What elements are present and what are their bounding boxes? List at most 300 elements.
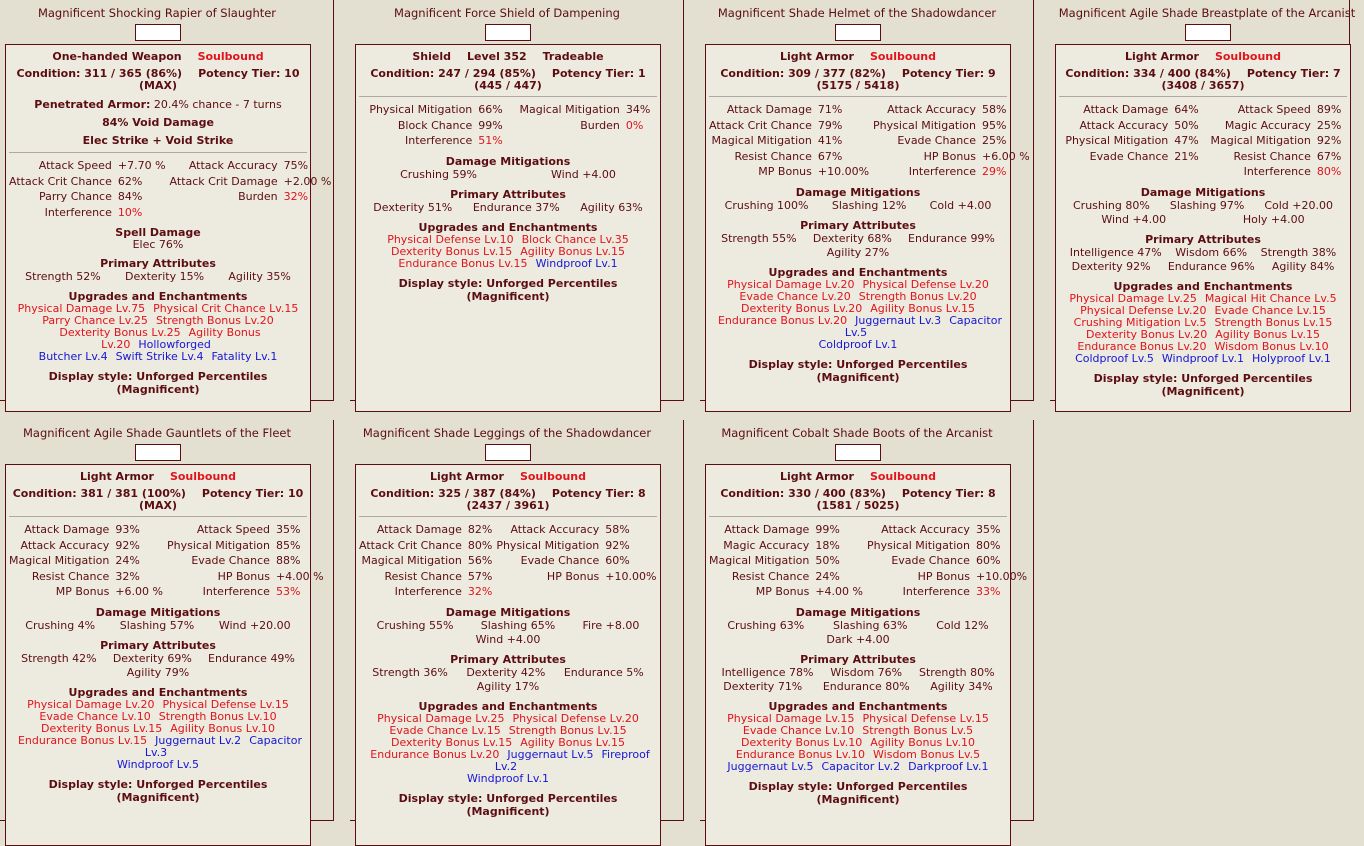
item-type-part: Soulbound (869, 50, 937, 63)
stat-row (709, 553, 1031, 569)
stat-label: Interference (394, 585, 462, 599)
primary-attributes-header: Primary Attributes (450, 187, 566, 201)
attribute-value: Endurance 96% (1167, 259, 1255, 273)
stat-label: Evade Chance (191, 554, 270, 568)
item-type-line (359, 468, 657, 486)
display-style-text: Display style: Unforged Percentiles (Magnificent) (748, 779, 968, 806)
stat-label: Interference (202, 585, 270, 599)
stat-value: 56% (467, 554, 493, 568)
stat-value: 92% (115, 538, 140, 552)
mitigation-value: Crushing 100% (724, 198, 809, 212)
upgrade-entry: Strength Bonus Lv.20 (155, 314, 274, 328)
stat-row (359, 522, 660, 538)
item-name-input[interactable] (1185, 24, 1231, 41)
spell-damage-header: Spell Damage (115, 226, 201, 240)
stat-row (359, 118, 657, 134)
stat-row (9, 584, 328, 600)
stat-label: Block Chance (397, 118, 473, 132)
upgrade-entry: Agility Bonus Lv.15 (1215, 327, 1320, 341)
mitigation-value: Fire +8.00 (582, 618, 640, 632)
stat-value: 79% (817, 118, 843, 132)
stat-label: Resist Chance (384, 569, 462, 583)
potency-text: Potency Tier: 9 (5175 / 5418) (816, 67, 996, 92)
potency-text: Potency Tier: 10 (MAX) (139, 487, 304, 512)
upgrade-entry: Juggernaut Lv.5 (727, 759, 814, 773)
upgrade-entry: Windproof Lv.1 (1161, 351, 1244, 365)
stat-label: MP Bonus (758, 165, 812, 179)
stat-row (709, 538, 1031, 554)
stat-label: Resist Chance (731, 569, 810, 583)
attribute-value: Wisdom 66% (1175, 245, 1248, 259)
upgrade-entry: Capacitor Lv.2 (821, 759, 901, 773)
stats-table (709, 102, 1034, 180)
upgrade-entry: Windproof Lv.1 (535, 256, 618, 270)
stat-spacer (170, 205, 284, 221)
stats-table (9, 158, 335, 220)
stat-label: Physical Mitigation (867, 538, 970, 552)
upgrade-entry: Endurance Bonus Lv.20 (370, 747, 500, 761)
stat-value: 62% (117, 174, 143, 188)
stat-value: 10% (117, 205, 143, 219)
upgrades-header: Upgrades and Enchantments (418, 699, 598, 713)
stat-label: Interference (404, 134, 473, 148)
stat-label: Attack Crit Chance (359, 538, 462, 552)
item-name-input[interactable] (135, 24, 181, 41)
display-style-text: Display style: Unforged Percentiles (Magnificent) (748, 357, 968, 384)
stat-value: 18% (815, 538, 840, 552)
stat-row (9, 205, 335, 221)
stat-label: HP Bonus (917, 569, 970, 583)
stat-value: 34% (625, 103, 651, 116)
item-type-part: Soulbound (169, 470, 237, 483)
stat-label: Attack Accuracy (510, 523, 600, 536)
stat-value: 60% (605, 554, 630, 568)
stat-row (359, 584, 660, 600)
upgrades-line (9, 735, 307, 759)
condition-text: Condition: 334 / 400 (84%) (1065, 67, 1231, 80)
stat-label: Interference (1243, 165, 1311, 179)
item-type-part: One-handed Weapon (52, 50, 182, 63)
attribute-value: Agility 79% (126, 665, 190, 679)
stats-table (1059, 102, 1347, 180)
upgrade-entry: Hollowforged (138, 338, 211, 352)
item-type-part: Tradeable (542, 50, 604, 63)
upgrades-line (359, 773, 657, 785)
upgrades-line (359, 749, 657, 773)
upgrade-entry: Dexterity Bonus Lv.20 (741, 301, 863, 315)
item-title: Magnificent Shade Leggings of the Shadowdancer (362, 426, 652, 440)
stat-value: 21% (1174, 149, 1199, 163)
upgrade-entry: Juggernaut Lv.3 (855, 313, 942, 327)
item-cell (350, 420, 684, 821)
stat-label: Evade Chance (520, 554, 600, 568)
upgrades-header: Upgrades and Enchantments (68, 290, 248, 304)
primary-attributes-header: Primary Attributes (450, 652, 566, 666)
condition-line (359, 488, 657, 512)
stat-value: 29% (982, 165, 1007, 179)
item-title: Magnificent Cobalt Shade Boots of the Arcanist (721, 426, 993, 440)
display-style-text: Display style: Unforged Percentiles (Magnificent) (1093, 371, 1313, 398)
damage-mitigations-values (709, 199, 1007, 213)
stats-table (9, 522, 328, 600)
item-type-part: Shield (412, 50, 451, 63)
stat-value: 24% (815, 569, 840, 583)
stat-row (1059, 164, 1347, 180)
upgrades-line (359, 246, 657, 258)
item-type-part: Level 352 (466, 50, 527, 63)
upgrade-entry: Endurance Bonus Lv.10 (735, 747, 866, 761)
stat-spacer (1059, 164, 1174, 180)
attribute-value: Agility 84% (1271, 259, 1335, 273)
stat-value: +6.00 % (115, 585, 163, 599)
upgrade-entry: Strength Bonus Lv.20 (858, 289, 977, 303)
item-type-part: Soulbound (519, 470, 587, 483)
item-cell (0, 420, 334, 821)
upgrade-entry: Strength Bonus Lv.10 (158, 709, 277, 723)
stat-row (359, 538, 660, 554)
upgrade-entry: Physical Defense Lv.20 (1080, 303, 1207, 317)
primary-attributes-header: Primary Attributes (800, 652, 916, 666)
damage-mitigations-header: Damage Mitigations (95, 605, 221, 619)
item-cell (700, 0, 1034, 401)
primary-attributes-values (1059, 246, 1347, 274)
condition-line (709, 68, 1007, 92)
item-name-input[interactable] (485, 24, 531, 41)
mitigation-value: Slashing 57% (119, 618, 195, 632)
upgrade-entry: Endurance Bonus Lv.20 (717, 313, 848, 327)
item-title: Magnificent Agile Shade Gauntlets of the Fleet (22, 426, 291, 440)
stat-value: +10.00% (975, 569, 1028, 583)
item-name-input[interactable] (485, 444, 531, 461)
mitigation-value: Crushing 59% (400, 167, 477, 181)
stat-value: 25% (1316, 118, 1342, 132)
attribute-value: Agility 35% (228, 270, 291, 284)
primary-attributes-values (9, 270, 307, 284)
item-stats-panel (1055, 44, 1351, 412)
condition-text: Condition: 311 / 365 (86%) (16, 67, 183, 80)
upgrades-header: Upgrades and Enchantments (68, 685, 248, 699)
item-cell (0, 0, 334, 401)
condition-text: Condition: 381 / 381 (100%) (12, 487, 186, 500)
stat-value: 80% (1316, 165, 1342, 179)
stat-value: 50% (1174, 118, 1199, 132)
damage-mitigations-header: Damage Mitigations (445, 154, 571, 168)
item-type-line (9, 468, 307, 486)
mitigation-value: Slashing 63% (832, 618, 908, 632)
stat-row (9, 522, 328, 538)
stat-value: 88% (275, 554, 301, 568)
upgrade-entry: Wisdom Bonus Lv.10 (1214, 339, 1329, 353)
primary-attributes-header: Primary Attributes (100, 638, 216, 652)
item-type-line (709, 48, 1007, 66)
attribute-value: Agility 34% (930, 679, 993, 693)
stat-row (709, 164, 1034, 180)
stat-label: Attack Damage (376, 523, 462, 536)
attribute-value: Intelligence 47% (1069, 245, 1162, 259)
item-title: Magnificent Agile Shade Breastplate of the Arcanist (1058, 6, 1356, 20)
stat-label: Resist Chance (1233, 149, 1311, 163)
item-type-line (709, 468, 1007, 486)
weapon-property-line (9, 132, 307, 150)
upgrade-entry: Dexterity Bonus Lv.10 (741, 735, 863, 749)
upgrade-entry: Evade Chance Lv.10 (39, 709, 151, 723)
mitigation-value: Cold +4.00 (929, 198, 992, 212)
attribute-value: Dexterity 15% (125, 270, 205, 284)
stat-label: Interference (902, 585, 970, 599)
stat-label: Evade Chance (891, 554, 970, 568)
upgrade-entry: Endurance Bonus Lv.15 (17, 733, 148, 747)
condition-line (1059, 68, 1347, 92)
stat-row (9, 569, 328, 585)
stat-value: +10.00% (817, 165, 870, 179)
mitigation-value: Crushing 55% (376, 618, 454, 632)
attribute-value: Endurance 49% (208, 651, 295, 665)
upgrade-entry: Strength Bonus Lv.15 (1214, 315, 1333, 329)
stat-value: 80% (975, 538, 1001, 552)
spell-damage-values (9, 239, 307, 251)
stat-label: Attack Speed (1237, 103, 1311, 116)
stat-value: 99% (478, 118, 503, 132)
divider (359, 96, 657, 97)
stat-value: +4.00 % (275, 569, 324, 583)
upgrades-line (359, 234, 657, 246)
mitigation-value: Dark +4.00 (826, 632, 890, 646)
stat-value: 32% (115, 569, 140, 583)
divider (1059, 96, 1347, 97)
stat-value: 67% (817, 149, 843, 163)
stat-value: 25% (982, 134, 1007, 148)
weapon-property-value: 20.4% chance - 7 turns (150, 98, 282, 111)
stat-label: Resist Chance (734, 149, 812, 163)
mitigation-value: Holy +4.00 (1242, 212, 1305, 226)
item-type-part: Light Armor (79, 470, 154, 483)
stat-row (1059, 149, 1347, 165)
item-name-input[interactable] (135, 444, 181, 461)
stat-value: 32% (283, 190, 309, 204)
stat-value: 67% (1316, 149, 1342, 163)
attribute-value: Dexterity 68% (812, 231, 892, 245)
stat-value: 35% (275, 523, 301, 536)
upgrades-header: Upgrades and Enchantments (418, 220, 598, 234)
item-type-part: Light Armor (779, 50, 854, 63)
stat-value: 35% (975, 523, 1001, 536)
upgrade-entry: Crushing Mitigation Lv.5 (1073, 315, 1207, 329)
primary-attributes-values (9, 652, 307, 680)
damage-mitigations-values (359, 619, 657, 647)
upgrade-entry: Darkproof Lv.1 (908, 759, 989, 773)
upgrade-entry: Agility Bonus Lv.10 (870, 735, 975, 749)
item-type-part: Soulbound (1214, 50, 1282, 63)
attribute-value: Dexterity 71% (723, 679, 803, 693)
stat-value: 47% (1174, 134, 1199, 148)
stat-row (709, 149, 1034, 165)
item-name-input[interactable] (835, 444, 881, 461)
upgrade-entry: Parry Chance Lv.25 (42, 314, 148, 328)
stat-row (9, 174, 335, 190)
stat-row (359, 553, 660, 569)
upgrade-entry: Agility Bonus Lv.15 (520, 735, 625, 749)
upgrade-entry: Wisdom Bonus Lv.5 (873, 747, 981, 761)
upgrades-line (709, 315, 1007, 339)
stat-value: 64% (1174, 103, 1199, 116)
attribute-value: Endurance 5% (563, 665, 644, 679)
stat-value: 89% (1316, 103, 1342, 116)
mitigation-value: Crushing 80% (1073, 198, 1150, 212)
stat-value: 0% (625, 118, 644, 132)
upgrades-line (359, 258, 657, 270)
stat-row (709, 584, 1031, 600)
item-name-input[interactable] (835, 24, 881, 41)
upgrade-entry: Physical Damage Lv.20 (27, 697, 155, 711)
upgrade-entry: Physical Defense Lv.15 (862, 711, 989, 725)
upgrade-entry: Agility Bonus Lv.15 (870, 301, 975, 315)
primary-attributes-values (359, 666, 657, 694)
upgrade-entry: Strength Bonus Lv.5 (862, 723, 974, 737)
primary-attributes-values (359, 201, 657, 215)
stat-row (9, 189, 335, 205)
item-stats-panel (355, 44, 661, 412)
stat-label: Attack Damage (1083, 103, 1169, 116)
display-style-text: Display style: Unforged Percentiles (Magnificent) (48, 777, 268, 804)
stat-value: 85% (275, 538, 301, 552)
item-stats-panel (705, 44, 1030, 412)
stat-label: Evade Chance (1089, 149, 1169, 163)
divider (9, 152, 307, 153)
damage-mitigations-header: Damage Mitigations (795, 605, 921, 619)
item-type-line (359, 48, 657, 66)
divider (709, 516, 1007, 517)
stat-label: Physical Mitigation (873, 118, 976, 132)
stat-spacer (626, 133, 657, 149)
stat-value: 99% (815, 523, 840, 536)
stat-value: 51% (478, 134, 503, 148)
stat-value: +7.70 % (117, 159, 166, 172)
stat-label: MP Bonus (55, 585, 110, 599)
potency-text: Potency Tier: 8 (1581 / 5025) (816, 487, 996, 512)
stat-label: Magic Accuracy (723, 538, 810, 552)
upgrade-entry: Physical Damage Lv.25 (377, 711, 505, 725)
upgrades-line (1059, 353, 1347, 365)
stat-label: Attack Damage (24, 523, 110, 536)
item-stats-panel (705, 464, 1028, 846)
upgrade-entry: Dexterity Bonus Lv.25 (59, 326, 181, 340)
stat-label: Attack Accuracy (881, 523, 970, 536)
stat-value: 95% (982, 118, 1007, 132)
upgrade-entry: Physical Defense Lv.20 (512, 711, 639, 725)
stat-value: 32% (467, 585, 493, 599)
stat-value: 24% (115, 554, 140, 568)
stat-spacer (496, 584, 605, 600)
attribute-value: Strength 36% (372, 665, 448, 679)
potency-text: Potency Tier: 10 (MAX) (139, 67, 300, 92)
stat-label: Attack Damage (726, 103, 812, 116)
stat-label: Attack Accuracy (188, 159, 278, 172)
attribute-value: Agility 27% (826, 245, 890, 259)
damage-mitigations-header: Damage Mitigations (1140, 185, 1266, 199)
damage-mitigations-header: Damage Mitigations (795, 185, 921, 199)
stat-label: Magical Mitigation (519, 103, 620, 116)
mitigation-value: Crushing 63% (727, 618, 805, 632)
item-title: Magnificent Force Shield of Dampening (394, 6, 620, 20)
item-stats-panel (5, 44, 332, 412)
stat-label: Attack Accuracy (1079, 118, 1169, 132)
stat-row (709, 133, 1034, 149)
item-type-part: Light Armor (1124, 50, 1199, 63)
mitigation-value: Slashing 12% (831, 198, 907, 212)
mitigation-value: Wind +4.00 (551, 167, 616, 181)
upgrades-line (709, 339, 1007, 351)
upgrade-entry: Evade Chance Lv.15 (1214, 303, 1326, 317)
primary-attributes-values (709, 666, 1007, 694)
upgrade-entry: Strength Bonus Lv.15 (508, 723, 627, 737)
stat-label: Interference (44, 205, 112, 219)
upgrade-entry: Dexterity Bonus Lv.15 (41, 721, 163, 735)
stat-value: 82% (467, 523, 493, 536)
stat-spacer (509, 133, 625, 149)
item-stats-panel (355, 464, 661, 846)
upgrade-entry: Agility Bonus Lv.10 (170, 721, 275, 735)
stat-value: +2.00 % (283, 174, 332, 188)
stat-value: 41% (817, 134, 843, 148)
attribute-value: Strength 38% (1260, 245, 1337, 259)
upgrade-entry: Dexterity Bonus Lv.20 (1086, 327, 1208, 341)
upgrade-entry: Endurance Bonus Lv.20 (1077, 339, 1207, 353)
stat-label: Burden (238, 190, 278, 204)
stat-label: Attack Crit Chance (709, 118, 812, 132)
stat-label: Physical Mitigation (167, 538, 270, 552)
attribute-value: Agility 17% (476, 679, 540, 693)
attribute-value: Dexterity 92% (1071, 259, 1151, 273)
mitigation-value: Slashing 97% (1169, 198, 1245, 212)
item-stats-panel (5, 464, 324, 846)
stat-row (359, 133, 657, 149)
primary-attributes-values (709, 232, 1007, 260)
condition-line (709, 488, 1007, 512)
mitigation-value: Wind +20.00 (218, 618, 291, 632)
upgrade-entry: Juggernaut Lv.2 (155, 733, 242, 747)
upgrade-entry: Physical Damage Lv.75 (17, 302, 146, 316)
spell-damage-value: Elec 76% (132, 238, 184, 252)
stats-table (359, 102, 657, 149)
upgrades-line (9, 351, 307, 363)
damage-mitigations-values (9, 619, 307, 633)
stat-label: Magical Mitigation (9, 554, 110, 568)
stat-label: Physical Mitigation (1065, 134, 1169, 148)
stat-label: Physical Mitigation (369, 103, 473, 116)
condition-text: Condition: 309 / 377 (82%) (720, 67, 886, 80)
upgrade-entry: Agility Bonus Lv.15 (520, 244, 625, 258)
stat-value: 33% (975, 585, 1001, 599)
potency-text: Potency Tier: 1 (445 / 447) (474, 67, 646, 92)
upgrade-entry: Magical Hit Chance Lv.5 (1204, 291, 1337, 305)
stat-label: HP Bonus (923, 149, 976, 163)
upgrade-entry: Fireproof Lv.2 (494, 747, 650, 773)
stat-row (359, 102, 657, 118)
stat-label: Resist Chance (31, 569, 110, 583)
item-type-part: Light Armor (779, 470, 854, 483)
condition-text: Condition: 325 / 387 (84%) (370, 487, 536, 500)
stat-value: 92% (605, 538, 630, 552)
upgrade-entry: Physical Defense Lv.15 (162, 697, 289, 711)
damage-mitigations-header: Damage Mitigations (445, 605, 571, 619)
weapon-property-value: 84% Void Damage (102, 116, 214, 129)
weapon-property-line (9, 114, 307, 132)
upgrade-entry: Dexterity Bonus Lv.15 (391, 244, 513, 258)
upgrades-line (9, 327, 307, 351)
item-cell (700, 420, 1034, 821)
condition-line (9, 488, 307, 512)
mitigation-value: Wind +4.00 (1101, 212, 1167, 226)
